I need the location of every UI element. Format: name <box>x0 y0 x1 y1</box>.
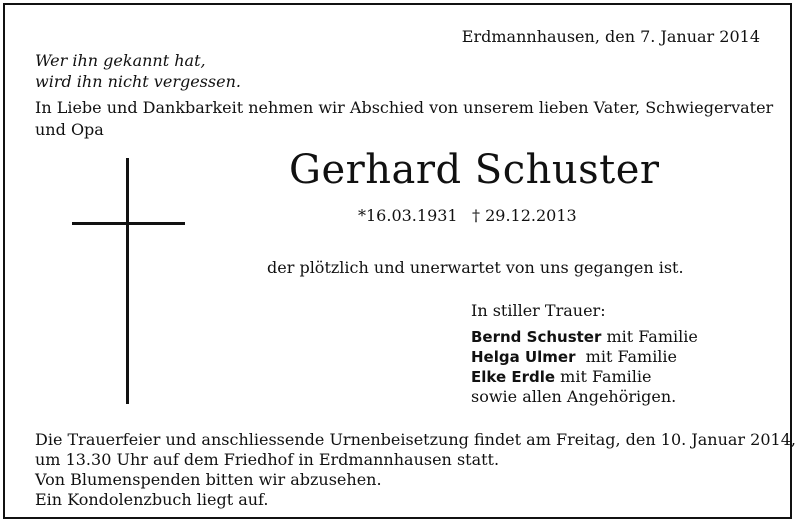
mourner-suffix: mit Familie <box>601 327 698 346</box>
mourner-item <box>471 367 698 387</box>
footer-line-3: Von Blumenspenden bitten wir abzusehen. <box>35 470 382 489</box>
mourner-name: Helga Ulmer <box>471 348 576 366</box>
motto <box>35 50 241 92</box>
mourning-heading: In stiller Trauer: <box>471 301 606 320</box>
intro-text <box>35 97 773 141</box>
obituary-notice <box>3 3 796 519</box>
birth-date: *16.03.1931 <box>358 206 458 225</box>
footer-text <box>35 430 796 510</box>
mourning-closing: sowie allen Angehörigen. <box>471 387 677 406</box>
mourner-name: Elke Erdle <box>471 368 556 386</box>
intro-line-1: In Liebe und Dankbarkeit nehmen wir Abschied von unserem lieben Vater, Schwiegervater <box>35 98 774 117</box>
condolence-phrase: der plötzlich und unerwartet von uns gegangen ist. <box>267 258 684 277</box>
motto-line-1: Wer ihn gekannt hat, <box>35 51 206 70</box>
death-date: † 29.12.2013 <box>472 206 577 225</box>
footer-line-4: Ein Kondolenzbuch liegt auf. <box>35 490 269 509</box>
mourner-name: Bernd Schuster <box>471 328 602 346</box>
mourners-list <box>471 327 698 407</box>
deceased-name: Gerhard Schuster <box>289 147 660 193</box>
motto-line-2: wird ihn nicht vergessen. <box>35 72 241 91</box>
mourner-item <box>471 327 698 347</box>
footer-line-1: Die Trauerfeier und anschliessende Urnenbeisetzung findet am Freitag, den 10. Januar 2014, <box>35 430 796 449</box>
cross-horizontal-bar <box>72 222 185 225</box>
mourner-suffix: mit Familie <box>575 347 678 366</box>
place-date: Erdmannhausen, den 7. Januar 2014 <box>461 27 760 46</box>
mourner-item <box>471 347 698 367</box>
cross-vertical-bar <box>126 158 129 404</box>
footer-line-2: um 13.30 Uhr auf dem Friedhof in Erdmannhausen statt. <box>35 450 500 469</box>
mourner-suffix: mit Familie <box>555 367 652 386</box>
intro-line-2: und Opa <box>35 120 104 139</box>
